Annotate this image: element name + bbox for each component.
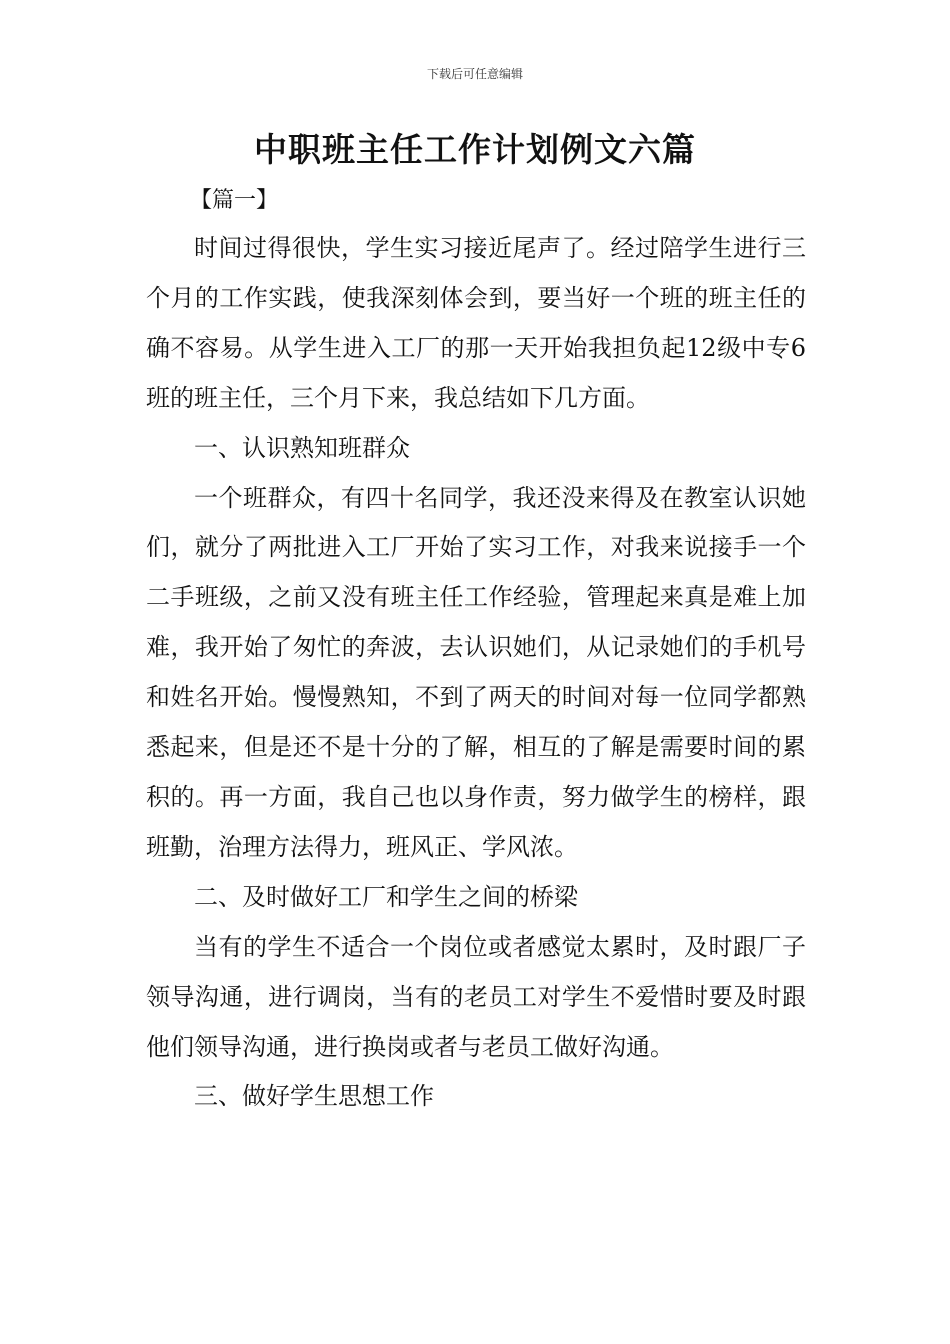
heading-section-3: 三、做好学生思想工作 bbox=[194, 1082, 434, 1111]
section-label: 【篇一】 bbox=[190, 188, 279, 213]
paragraph-section-2: 当有的学生不适合一个岗位或者感觉太累时，及时跟厂子领导沟通，进行调岗，当有的老员工对学生不爱惜时要及时跟他们领导沟通，进行换岗或者与老员工做好沟通。 bbox=[146, 932, 806, 1061]
document-body bbox=[146, 224, 806, 1122]
paragraph-section-1: 一个班群众，有四十名同学，我还没来得及在教室认识她们，就分了两批进入工厂开始了实习工作，对我来说接手一个二手班级，之前又没有班主任工作经验，管理起来真是难上加难，我开始了匆忙的奔波，去认识她们，从记录她们的手机号和姓名开始。慢慢熟知，不到了两天的时间对每一位同学都熟悉起来，但是还不是十分的了解，相互的了解是需要时间的累积的。再一方面，我自己也以身作责，努力做学生的榜样，跟班勤，治理方法得力，班风正、学风浓。 bbox=[146, 483, 806, 861]
paragraph-intro: 时间过得很快，学生实习接近尾声了。经过陪学生进行三个月的工作实践，使我深刻体会到，要当好一个班的班主任的确不容易。从学生进入工厂的那一天开始我担负起12级中专6班的班主任，三个月下来，我总结如下几方面。 bbox=[146, 234, 806, 412]
heading-section-2: 二、及时做好工厂和学生之间的桥梁 bbox=[194, 882, 578, 911]
heading-section-1: 一、认识熟知班群众 bbox=[194, 433, 410, 462]
document-title: 中职班主任工作计划例文六篇 bbox=[254, 130, 696, 169]
page-header-note: 下载后可任意编辑 bbox=[426, 67, 523, 81]
